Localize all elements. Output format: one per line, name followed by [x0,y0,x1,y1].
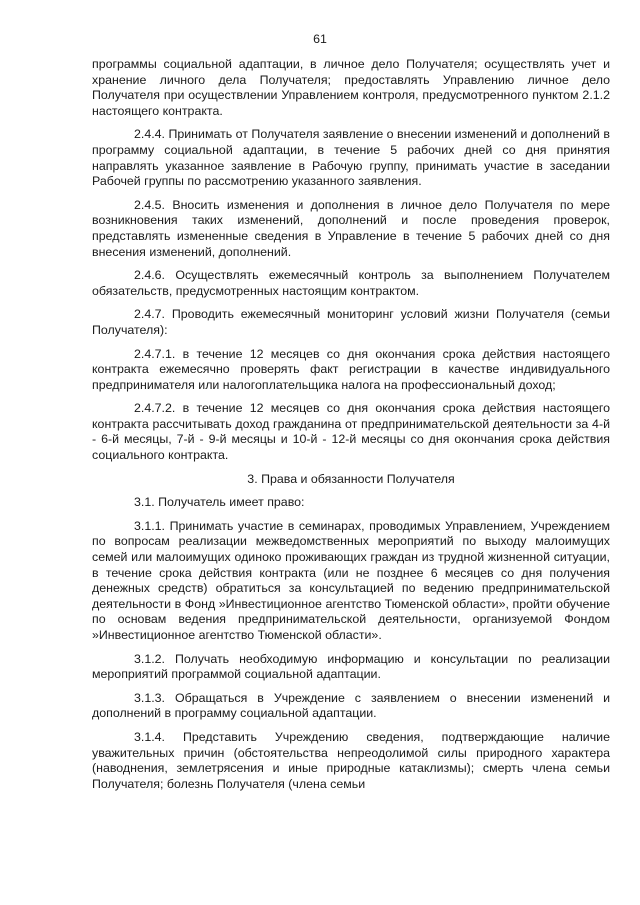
paragraph-2-4-6: 2.4.6. Осуществлять ежемесячный контроль за выполнением Получателем обязательств, предусмотренных настоящим контрактом. [92,268,610,298]
paragraph-3-1-2: 3.1.2. Получать необходимую информацию и консультации по реализации мероприятий программой социальной адаптации. [92,651,610,682]
page-number: 61 [313,32,327,46]
paragraph-2-4-7-1: 2.4.7.1. в течение 12 месяцев со дня окончания срока действия настоящего контракта ежемесячно проверять факт регистрации в качестве индивидуального предпринимателя или налогоплательщика налога на профессиональный доход; [92,346,610,392]
paragraph-2-4-4: 2.4.4. Принимать от Получателя заявление о внесении изменений и дополнений в программу социальной адаптации, в течение 5 рабочих дней со дня принятия направлять указанное заявление в Рабочую группу, принимать участие в заседании Рабочей группы по рассмотрению указанного заявления. [92,127,610,189]
paragraph-2-4-7-2: 2.4.7.2. в течение 12 месяцев со дня окончания срока действия настоящего контракта рассчитывать доход гражданина от предпринимательской деятельности за 4-й - 6-й месяцы, 7-й - 9-й месяцы и 10-й - 12-й месяцы со дня окончания срока действия социального контракта. [92,401,610,463]
paragraph-3-1-1: 3.1.1. Принимать участие в семинарах, проводимых Управлением, Учреждением по вопросам реализации межведомственных мероприятий по выходу малоимущих семей или малоимущих одиноко проживающих граждан из трудной жизненной ситуации, в течение срока действия контракта (или не позднее 6 месяцев со дня получения денежных средств) обратиться за консультацией по ведению предпринимательской деятельности в Фонд »Инвестиционное агентство Тюменской области», пройти обучение по основам ведения предпринимательской деятельности, организуемой Фондом »Инвестиционное агентство Тюменской области». [92,518,610,642]
paragraph-2-4-7: 2.4.7. Проводить ежемесячный мониторинг условий жизни Получателя (семьи Получателя): [92,307,610,337]
paragraph-2-4-5: 2.4.5. Вносить изменения и дополнения в личное дело Получателя по мере возникновения таких изменений, дополнений и после проведения проверок, представлять измененные сведения в Управление в течение 5 рабочих дней со дня внесения изменений, дополнений. [92,197,610,259]
paragraph-3-1: 3.1. Получатель имеет право: [134,495,305,510]
section-heading: 3. Права и обязанности Получателя [247,471,455,486]
paragraph-3-1-3: 3.1.3. Обращаться в Учреждение с заявлением о внесении изменений и дополнений в программу социальной адаптации. [92,690,610,721]
document-body [92,57,610,800]
paragraph-continuation: программы социальной адаптации, в личное дело Получателя; осуществлять учет и хранение личного дела Получателя; предоставлять Управлению личное дело Получателя при осуществлении Управлением контроля, предусмотренного пунктом 2.1.2 настоящего контракта. [92,57,610,118]
paragraph-3-1-4: 3.1.4. Представить Учреждению сведения, подтверждающие наличие уважительных причин (обстоятельства непреодолимой силы природного характера (наводнения, землетрясения и иные природные катаклизмы); смерть члена семьи Получателя; болезнь Получателя (члена семьи [92,729,610,791]
